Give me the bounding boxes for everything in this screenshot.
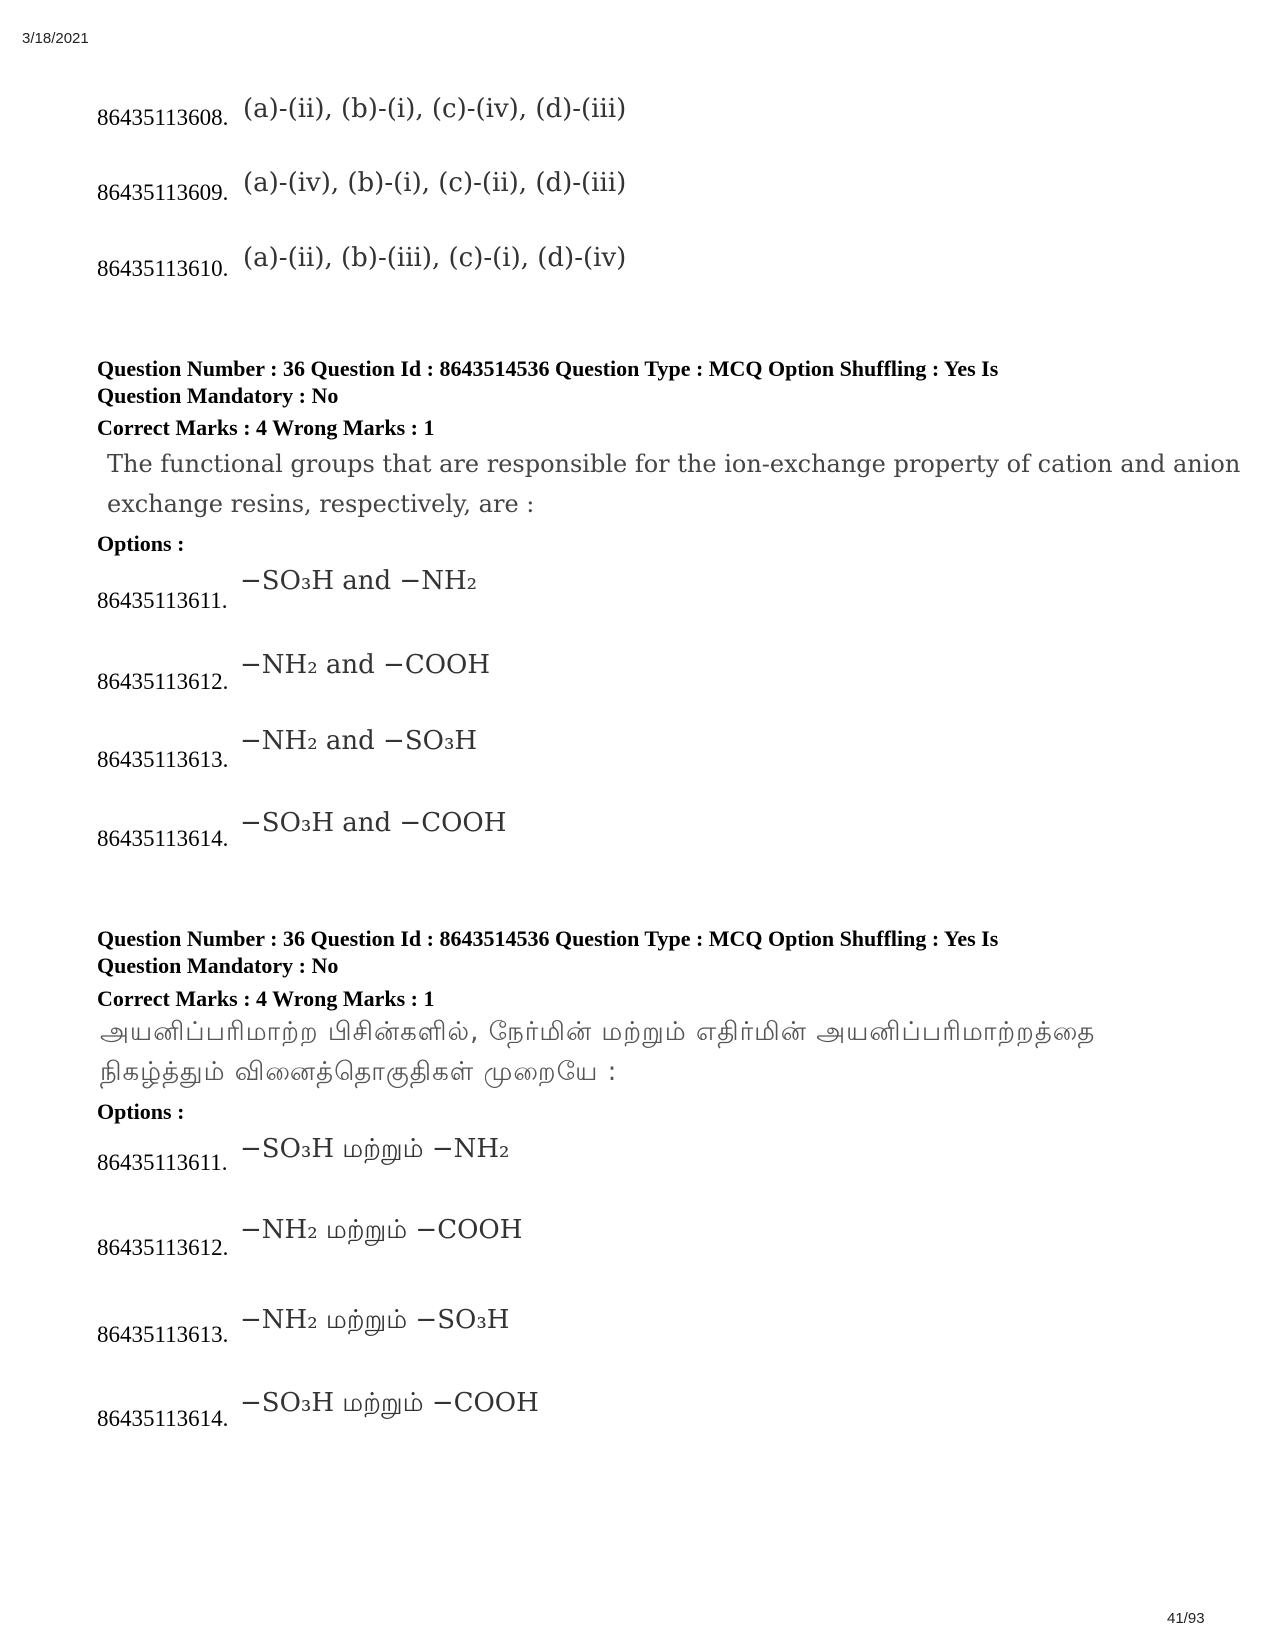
- question-text-tamil: [100, 1012, 1095, 1092]
- question-text-line1: அயனிப்பரிமாற்ற பிசின்களில், நேர்மின் மற்றும் எதிர்மின் அயனிப்பரிமாற்றத்தை: [100, 1017, 1096, 1047]
- question-text-line2: நிகழ்த்தும் வினைத்தொகுதிகள் முறையே :: [100, 1057, 618, 1087]
- options-label: Options :: [97, 531, 185, 556]
- option-text: −NH₂ மற்றும் −SO₃H: [240, 1305, 510, 1335]
- question-meta-line2: Question Mandatory : No: [97, 953, 339, 978]
- question-text: [107, 444, 1240, 524]
- question-text-line1: The functional groups that are responsible for the ion-exchange property of cation and anion: [107, 450, 1241, 478]
- option-number: 86435113614.: [97, 826, 229, 851]
- option-number: 86435113610.: [97, 256, 229, 281]
- option-number: 86435113612.: [97, 669, 229, 694]
- option-text: −SO₃H மற்றும் −NH₂: [240, 1134, 510, 1164]
- option-text: −NH₂ and −SO₃H: [240, 726, 478, 756]
- question-text-line2: exchange resins, respectively, are :: [107, 490, 535, 518]
- option-number: 86435113612.: [97, 1235, 229, 1260]
- option-text: −NH₂ மற்றும் −COOH: [240, 1215, 523, 1245]
- option-text: −SO₃H and −NH₂: [240, 566, 478, 596]
- options-label: Options :: [97, 1099, 185, 1124]
- question-meta-line1: Question Number : 36 Question Id : 8643514536 Question Type : MCQ Option Shuffling : Yes Is: [97, 926, 999, 951]
- option-text: (a)-(ii), (b)-(iii), (c)-(i), (d)-(iv): [243, 243, 627, 273]
- question-meta-line2: Question Mandatory : No: [97, 383, 339, 408]
- question-marks: Correct Marks : 4 Wrong Marks : 1: [97, 415, 435, 440]
- question-header: [97, 925, 998, 979]
- option-number: 86435113614.: [97, 1406, 229, 1431]
- page-number: 41/93: [1167, 1610, 1205, 1627]
- option-text: −SO₃H மற்றும் −COOH: [240, 1388, 539, 1418]
- question-meta-line1: Question Number : 36 Question Id : 8643514536 Question Type : MCQ Option Shuffling : Yes Is: [97, 356, 999, 381]
- question-marks: Correct Marks : 4 Wrong Marks : 1: [97, 986, 435, 1011]
- option-number: 86435113613.: [97, 1322, 229, 1347]
- option-number: 86435113608.: [97, 105, 229, 130]
- option-number: 86435113613.: [97, 747, 229, 772]
- option-text: −SO₃H and −COOH: [240, 808, 507, 838]
- option-number: 86435113611.: [97, 1150, 228, 1175]
- question-header: [97, 355, 998, 409]
- option-number: 86435113609.: [97, 180, 229, 205]
- print-date: 3/18/2021: [22, 30, 89, 47]
- option-text: −NH₂ and −COOH: [240, 650, 491, 680]
- option-text: (a)-(ii), (b)-(i), (c)-(iv), (d)-(iii): [243, 94, 627, 124]
- option-number: 86435113611.: [97, 588, 228, 613]
- option-text: (a)-(iv), (b)-(i), (c)-(ii), (d)-(iii): [243, 168, 627, 198]
